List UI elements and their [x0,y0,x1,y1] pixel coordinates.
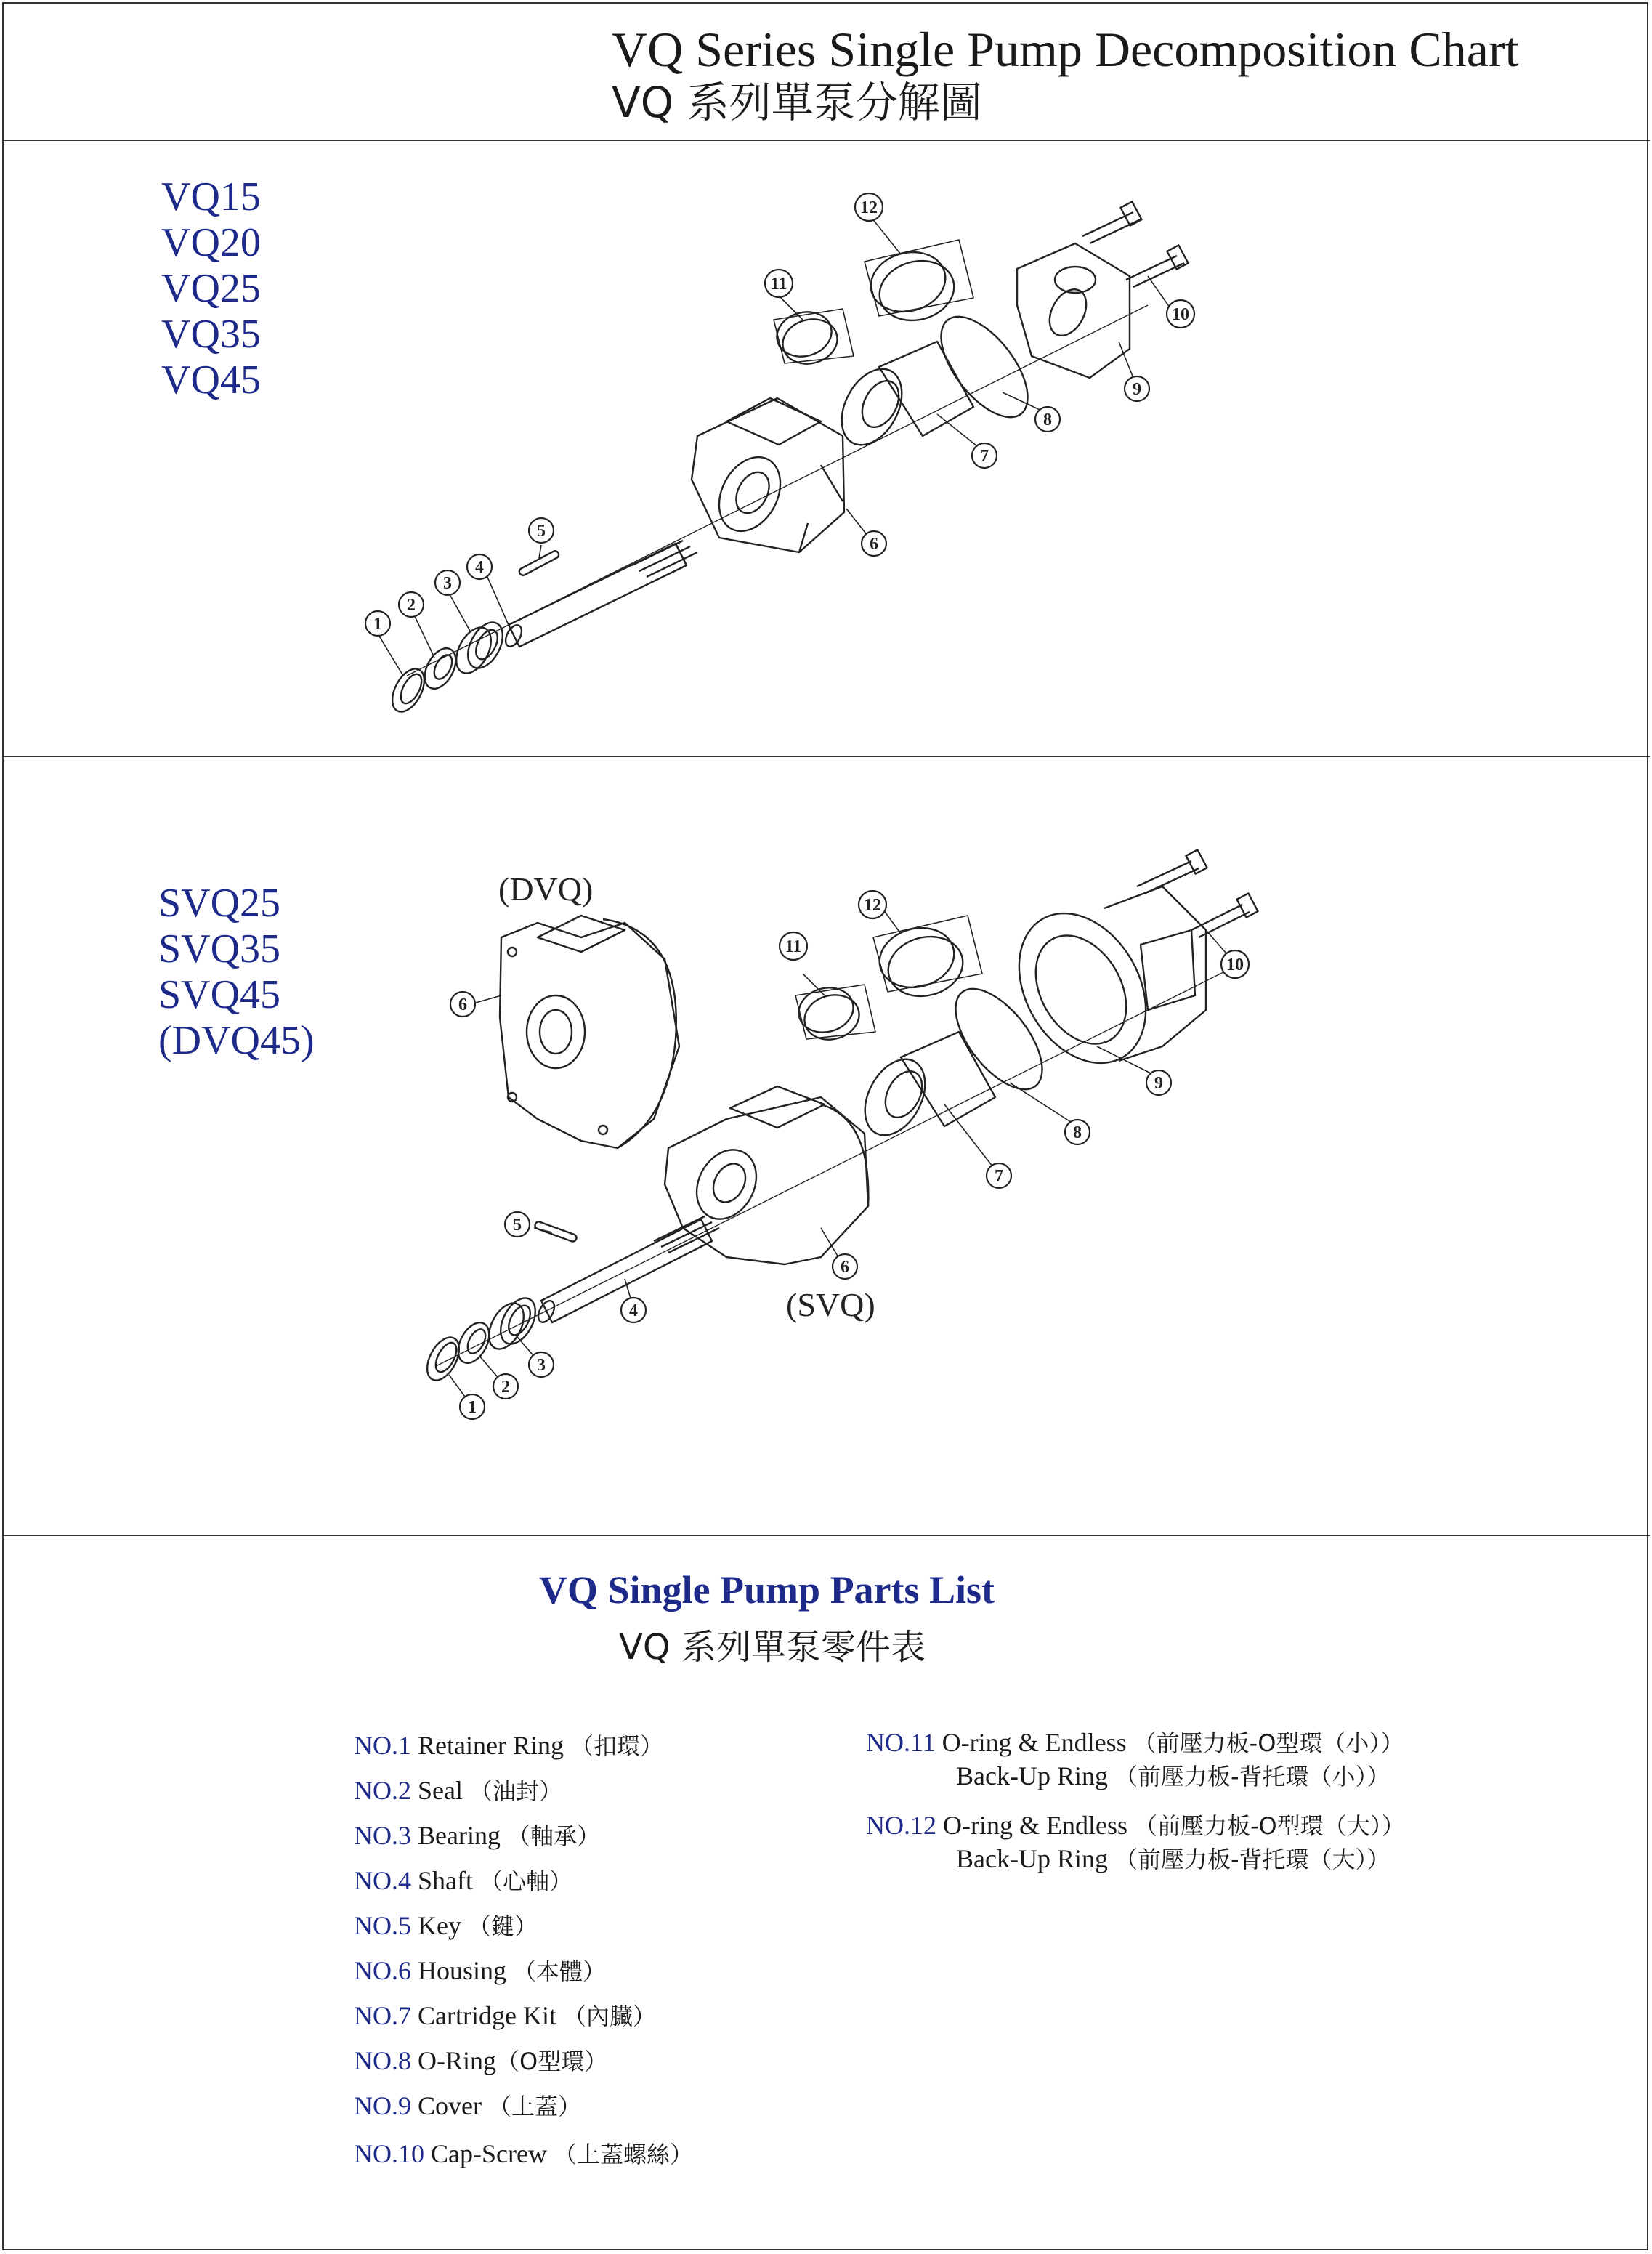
callout-1 [365,611,390,636]
svg-text:7: 7 [980,447,989,466]
assembly-axis-line [436,966,1235,1366]
model-name: SVQ45 [158,972,281,1017]
bearing-part [482,1293,542,1355]
parts-list-item: NO.11 O-ring & Endless （前壓力板-O型環（小）） [866,1728,1404,1757]
svg-text:11: 11 [785,937,802,956]
callout-3 [529,1352,554,1377]
svg-text:2: 2 [501,1378,510,1397]
parts-list-item: NO.8 O-Ring（O型環） [354,2046,608,2075]
callout-11 [765,270,793,297]
callout-7 [972,443,997,468]
svg-text:10: 10 [1172,305,1189,324]
callout-6-svq [833,1254,857,1279]
model-name: SVQ25 [158,881,281,926]
svg-text:11: 11 [770,275,787,294]
svq-housing-part [665,1086,868,1264]
key-part [518,550,560,577]
callout-9 [1125,376,1149,401]
callout-6-dvq [450,992,475,1017]
svg-text:4: 4 [629,1301,638,1320]
exploded-diagram-vq [0,0,1652,756]
svg-text:1: 1 [468,1398,477,1417]
svg-text:3: 3 [443,574,452,593]
callout-11 [780,932,807,960]
parts-list-title-chinese: VQ 系列單泵零件表 [619,1627,926,1668]
page-title-chinese: VQ 系列單泵分解圖 [612,78,982,127]
callout-9 [1146,1070,1171,1095]
parts-list-item: NO.5 Key （鍵） [354,1911,538,1940]
svg-text:3: 3 [537,1356,546,1375]
key-part [534,1221,578,1243]
bearing-part [449,617,509,679]
parts-list-title: VQ Single Pump Parts List [539,1568,995,1612]
seal-part [418,643,462,694]
model-name: VQ20 [161,220,261,265]
o-ring-part [925,302,1044,432]
callout-12 [859,891,886,918]
model-name: (DVQ45) [158,1018,315,1063]
model-name: SVQ35 [158,926,281,972]
svg-text:8: 8 [1043,411,1052,429]
svg-text:7: 7 [995,1167,1003,1186]
svg-text:12: 12 [864,896,881,915]
leader-lines [449,894,1231,1407]
cover-part [993,886,1206,1086]
parts-list-item: NO.9 Cover （上蓋） [354,2091,581,2120]
parts-list-item-subline: Back-Up Ring （前壓力板-背托環（小）） [956,1761,1390,1790]
page-title: VQ Series Single Pump Decomposition Chart [612,22,1519,77]
svg-text:10: 10 [1226,956,1244,974]
callout-5 [529,518,554,543]
parts-list-item: NO.10 Cap-Screw （上蓋螺絲） [354,2139,693,2168]
dvq-label: (DVQ) [498,871,594,908]
parts-list-item-subline: Back-Up Ring （前壓力板-背托環（大）） [956,1844,1390,1873]
parts-list-item: NO.3 Bearing （軸承） [354,1821,600,1850]
parts-list-item: NO.7 Cartridge Kit （內臟） [354,2001,656,2030]
o-ring-large-part [864,240,973,328]
callout-10 [1167,300,1194,328]
svg-text:5: 5 [513,1216,522,1235]
svg-text:9: 9 [1133,380,1141,399]
svg-text:5: 5 [537,522,546,541]
model-name: VQ35 [161,312,261,357]
cartridge-kit-part [830,342,973,455]
callout-8 [1035,407,1060,432]
callout-8 [1065,1120,1090,1144]
model-name: VQ25 [161,266,261,311]
svg-text:6: 6 [458,995,467,1014]
cartridge-kit-part [853,1032,995,1145]
parts-list-item: NO.4 Shaft （心軸） [354,1866,573,1895]
svg-text:1: 1 [373,615,382,634]
parts-list-item: NO.2 Seal （油封） [354,1776,562,1805]
parts-list-item: NO.6 Housing （本體） [354,1956,607,1985]
svg-text:9: 9 [1154,1074,1163,1093]
callout-5 [505,1212,530,1237]
svg-text:4: 4 [475,558,484,577]
cap-screw-part [1137,849,1258,937]
o-ring-small-part [772,306,854,370]
callout-7 [987,1163,1011,1188]
callout-3 [435,570,460,595]
svg-text:12: 12 [860,198,878,217]
cap-screw-part [1082,201,1189,287]
cover-part [1017,243,1130,378]
shaft-part [503,541,697,649]
parts-list-item: NO.12 O-ring & Endless （前壓力板-O型環（大）） [866,1811,1405,1840]
model-name: VQ15 [161,174,261,219]
svg-text:6: 6 [841,1258,849,1277]
callout-4 [621,1298,646,1322]
callout-2 [399,592,424,617]
section-divider-2 [2,1535,1650,1536]
exploded-diagram-svq [0,756,1652,1533]
callout-2 [493,1374,518,1399]
retainer-ring-part [421,1332,466,1385]
svq-label: (SVQ) [786,1286,875,1323]
callout-12 [855,193,883,221]
o-ring-small-part [794,982,875,1046]
callout-1 [460,1394,485,1419]
callout-10 [1221,950,1249,978]
dvq-housing-part [500,916,679,1148]
model-name: VQ45 [161,358,261,403]
svg-text:6: 6 [870,535,878,554]
retainer-ring-part [386,663,431,716]
callout-6 [862,531,886,556]
svg-text:8: 8 [1073,1123,1082,1142]
parts-list-item: NO.1 Retainer Ring （扣環） [354,1731,663,1760]
svg-text:2: 2 [407,596,416,615]
callout-4 [467,554,492,579]
housing-part [692,398,844,552]
